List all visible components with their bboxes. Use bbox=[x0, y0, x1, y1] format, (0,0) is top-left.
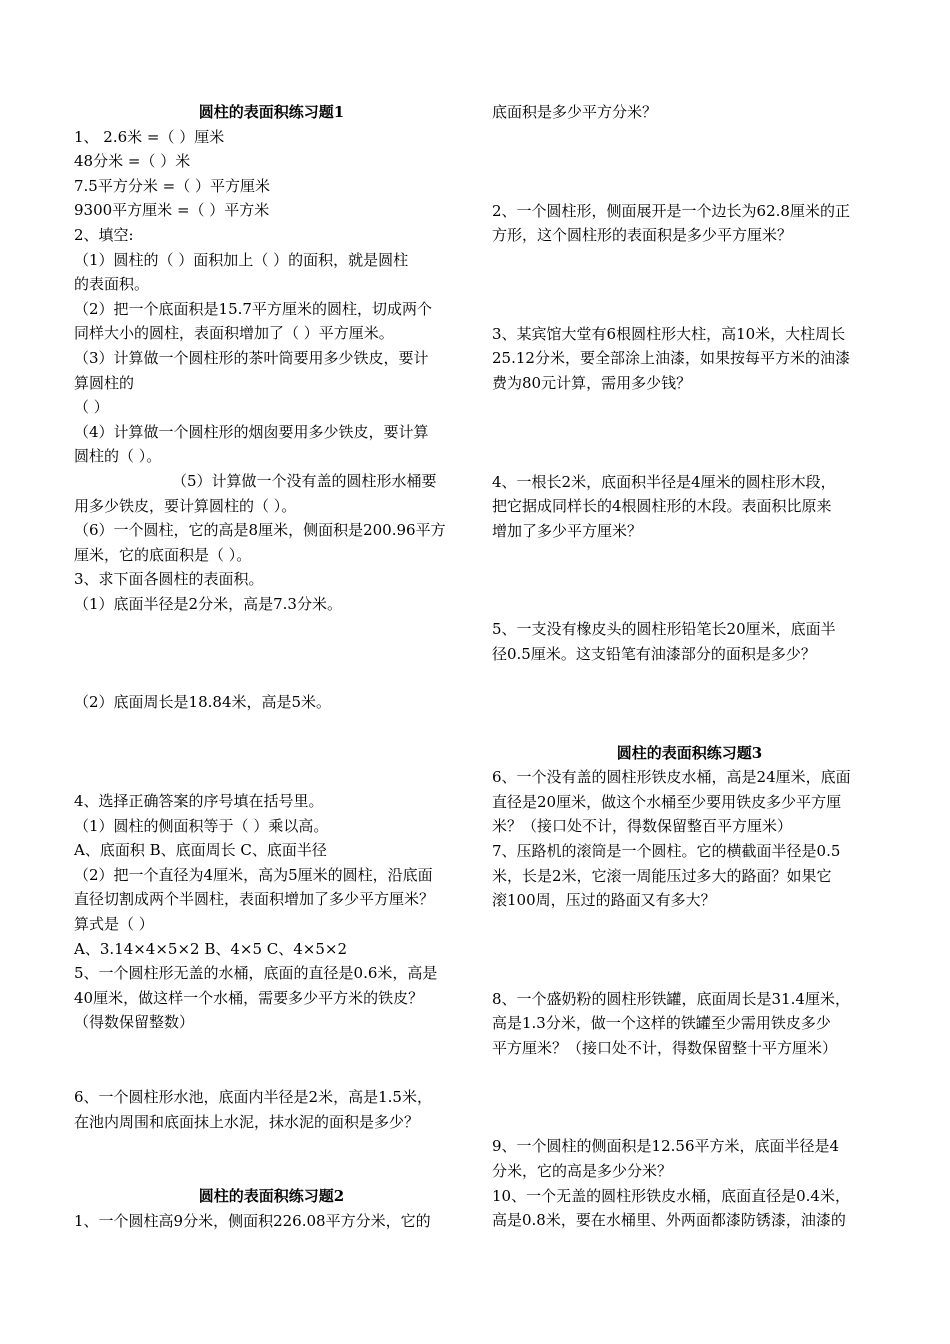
worksheet2-title: 圆柱的表面积练习题2 bbox=[198, 1187, 345, 1206]
ws1-q6-line2: 在池内周围和底面抹上水泥，抹水泥的面积是多少？ bbox=[74, 1112, 420, 1131]
ws1-q2-p2-line2: 同样大小的圆柱，表面积增加了（ ）平方厘米。 bbox=[74, 324, 394, 343]
ws1-q3-title: 3、求下面各圆柱的表面积。 bbox=[74, 570, 264, 589]
ws1-q2-p6-line2: 厘米，它的底面积是（ ）。 bbox=[74, 545, 252, 564]
ws3-q8-line1: 8、一个盛奶粉的圆柱形铁罐，底面周长是31.4厘米， bbox=[492, 989, 850, 1008]
answer-space bbox=[492, 396, 887, 470]
ws1-q6-line1: 6、一个圆柱形水池，底面内半径是2米，高是1.5米， bbox=[74, 1088, 432, 1106]
ws1-q4-p1: （1）圆柱的侧面积等于（ ）乘以高。 bbox=[74, 816, 329, 835]
ws2-q1-line2: 底面积是多少平方分米？ bbox=[492, 103, 658, 121]
ws2-q1-line1: 1、一个圆柱高9分米，侧面积226.08平方分米，它的 bbox=[74, 1211, 431, 1230]
answer-space bbox=[74, 715, 469, 789]
ws1-q2-p3-line2: 算圆柱的 bbox=[74, 373, 135, 392]
ws1-q1-line3: 7.5平方分米 =（ ）平方厘米 bbox=[74, 176, 270, 195]
ws2-q4-line2: 把它据成同样长的4根圆柱形的木段。表面积比原来 bbox=[492, 497, 832, 516]
ws3-q9-line1: 9、一个圆柱的侧面积是12.56平方米，底面半径是4 bbox=[492, 1137, 840, 1156]
ws1-q1-line2: 48分米 =（ ）米 bbox=[74, 152, 191, 171]
ws1-q4-p1-options: A、底面积 B、底面周长 C、底面半径 bbox=[74, 841, 327, 860]
ws1-q2-p1-line1: （1）圆柱的（ ）面积加上（ ）的面积，就是圆柱 bbox=[74, 250, 409, 269]
ws1-q3-p1: （1）底面半径是2分米，高是7.3分米。 bbox=[74, 594, 342, 613]
ws1-q1-line1: 1、 2.6米 =（ ）厘米 bbox=[74, 127, 225, 146]
ws1-q2-p4-line1: （4）计算做一个圆柱形的烟囱要用多少铁皮，要计算 bbox=[74, 422, 429, 441]
ws1-q3-p2: （2）底面周长是18.84米，高是5米。 bbox=[74, 693, 332, 712]
ws3-q7-line3: 滚100周，压过的路面又有多大？ bbox=[492, 891, 716, 910]
ws1-q5-line2: 40厘米，做这样一个水桶，需要多少平方米的铁皮？ bbox=[74, 988, 424, 1007]
ws3-q7-line2: 米，长是2米，它滚一周能压过多大的路面？如果它 bbox=[492, 866, 832, 885]
answer-space bbox=[492, 913, 887, 987]
ws1-q4-p2-line2: 直径切割成两个半圆柱，表面积增加了多少平方厘米？ bbox=[74, 890, 435, 909]
answer-space bbox=[492, 543, 887, 617]
ws3-q8-line2: 高是1.3分米，做一个这样的铁罐至少需用铁皮多少 bbox=[492, 1014, 831, 1033]
ws3-q6-line3: 米？（接口处不计，得数保留整百平方厘米） bbox=[492, 817, 793, 836]
worksheet3-title: 圆柱的表面积练习题3 bbox=[616, 743, 763, 762]
answer-space bbox=[492, 667, 887, 741]
ws1-q4-p2-line3: 算式是（ ） bbox=[74, 915, 154, 934]
ws3-q6-line2: 直径是20厘米，做这个水桶至少要用铁皮多少平方厘 bbox=[492, 792, 842, 811]
ws1-q2-p2-line1: （2）把一个底面积是15.7平方厘米的圆柱，切成两个 bbox=[74, 299, 432, 318]
ws3-q10-line1: 10、一个无盖的圆柱形铁皮水桶，底面直径是0.4米， bbox=[492, 1186, 850, 1205]
ws2-q3-line1: 3、某宾馆大堂有6根圆柱形大柱，高10米，大柱周长 bbox=[492, 324, 846, 343]
answer-space bbox=[492, 248, 887, 322]
ws3-q6-line1: 6、一个没有盖的圆柱形铁皮水桶，高是24厘米，底面 bbox=[492, 768, 851, 787]
ws2-q5-line1: 5、一支没有橡皮头的圆柱形铅笔长20厘米，底面半 bbox=[492, 620, 836, 639]
answer-space bbox=[74, 1035, 469, 1085]
ws1-q2-p1-line2: 的表面积。 bbox=[74, 275, 150, 294]
answer-space bbox=[492, 125, 887, 199]
answer-space bbox=[492, 1060, 887, 1134]
ws1-q2-p5-line1: （5）计算做一个没有盖的圆柱形水桶要 bbox=[172, 471, 437, 490]
ws1-q4-p2-options: A、3.14×4×5×2 B、4×5 C、4×5×2 bbox=[74, 939, 348, 958]
ws1-q5-line3: （得数保留整数） bbox=[74, 1013, 195, 1032]
ws2-q4-line1: 4、一根长2米，底面积半径是4厘米的圆柱形木段， bbox=[492, 472, 836, 491]
ws2-q2-line1: 2、一个圆柱形，侧面展开是一个边长为62.8厘米的正 bbox=[492, 201, 850, 220]
ws3-q10-line2: 高是0.8米，要在水桶里、外两面都漆防锈漆，油漆的 bbox=[492, 1211, 846, 1230]
answer-space bbox=[74, 616, 469, 690]
ws3-q8-line3: 平方厘米？（接口处不计，得数保留整十平方厘米） bbox=[492, 1038, 838, 1057]
ws1-q2-p3-line1: （3）计算做一个圆柱形的茶叶筒要用多少铁皮，要计 bbox=[74, 348, 429, 367]
ws2-q2-line2: 方形，这个圆柱形的表面积是多少平方厘米？ bbox=[492, 226, 793, 245]
ws1-q4-p2-line1: （2）把一个直径为4厘米，高为5厘米的圆柱，沿底面 bbox=[74, 865, 433, 884]
ws1-q1-line4: 9300平方厘米 =（ ）平方米 bbox=[74, 201, 270, 220]
ws1-q2-p5-line2: 用多少铁皮，要计算圆柱的（ ）。 bbox=[74, 496, 297, 515]
worksheet1-title: 圆柱的表面积练习题1 bbox=[198, 103, 345, 121]
ws1-q2-p4-line2: 圆柱的（ ）。 bbox=[74, 447, 162, 466]
ws3-q7-line1: 7、压路机的滚筒是一个圆柱。它的横截面半径是0.5 bbox=[492, 841, 841, 860]
ws2-q3-line2: 25.12分米，要全部涂上油漆，如果按每平方米的油漆 bbox=[492, 349, 850, 368]
answer-space bbox=[74, 1134, 469, 1184]
ws2-q3-line3: 费为80元计算，需用多少钱？ bbox=[492, 373, 692, 392]
ws1-q2-title: 2、填空: bbox=[74, 225, 134, 244]
ws2-q4-line3: 增加了多少平方厘米？ bbox=[492, 521, 643, 540]
ws2-q5-line2: 径0.5厘米。这支铅笔有油漆部分的面积是多少？ bbox=[492, 644, 816, 663]
right-column bbox=[492, 100, 887, 1233]
left-column bbox=[74, 100, 469, 1233]
ws1-q2-p3-line3: （ ） bbox=[74, 398, 109, 417]
ws1-q2-p6-line1: （6）一个圆柱，它的高是8厘米，侧面积是200.96平方 bbox=[74, 521, 446, 540]
ws1-q4-title: 4、选择正确答案的序号填在括号里。 bbox=[74, 792, 324, 811]
ws3-q9-line2: 分米，它的高是多少分米？ bbox=[492, 1162, 673, 1181]
ws1-q5-line1: 5、一个圆柱形无盖的水桶，底面的直径是0.6米，高是 bbox=[74, 964, 438, 983]
